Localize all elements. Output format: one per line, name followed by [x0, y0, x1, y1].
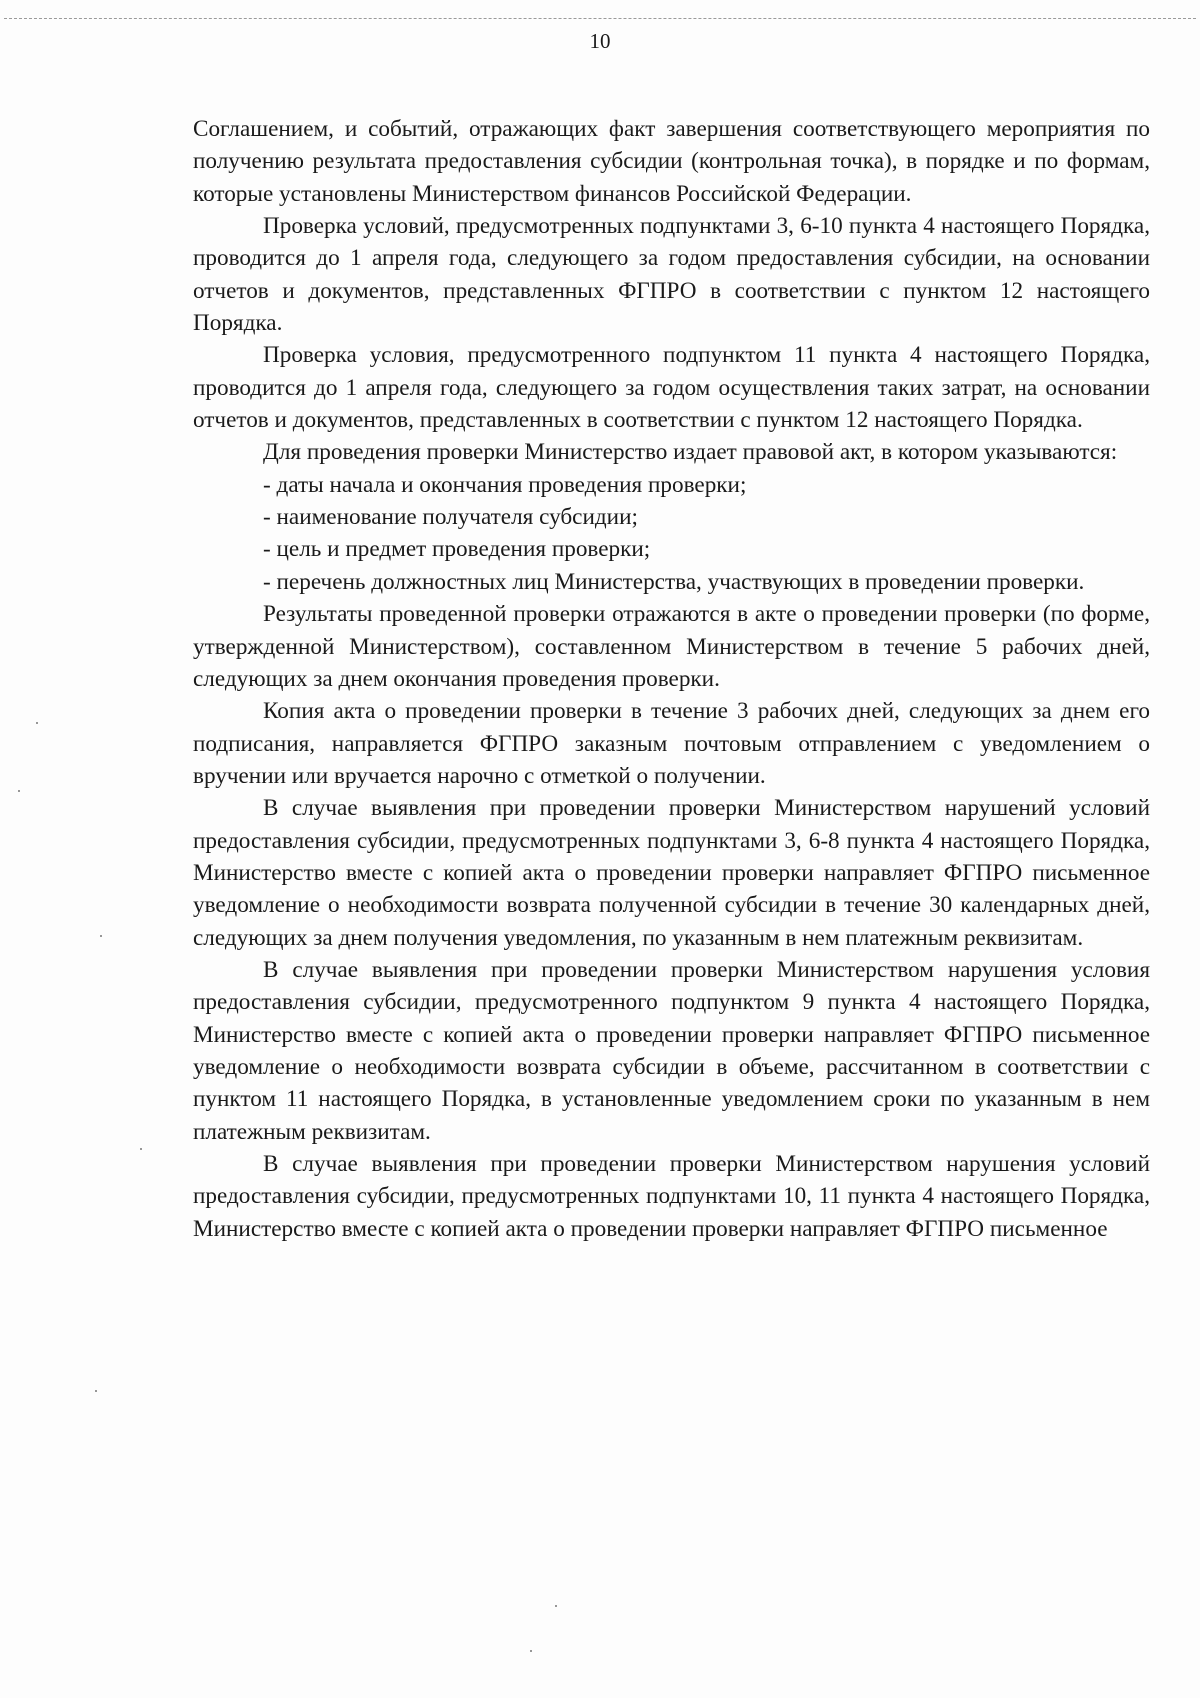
paragraph-legal-act: Для проведения проверки Министерство издает правовой акт, в котором указываются: — [263, 439, 1118, 466]
scan-speck — [95, 1390, 97, 1392]
list-item-purpose: - цель и предмет проведения проверки; — [263, 536, 651, 563]
paragraph-check-results: Результаты проведенной проверки отражаются в акте о проведении проверки (по форме, утвержденной Министерством), составленном Министерством в течение 5 рабочих дней, следующих за днем окончания проведения проверки. — [193, 601, 1150, 692]
list-item-dates: - даты начала и окончания проведения проверки; — [263, 471, 747, 498]
scan-speck — [36, 722, 38, 724]
paragraph-violation-10-11: В случае выявления при проведении проверки Министерством нарушения условий предоставления субсидии, предусмотренных подпунктами 10, 11 пункта 4 настоящего Порядка, Министерство вместе с копией акта о проведении проверки направляет ФГПРО письменное — [193, 1151, 1150, 1242]
scan-speck — [140, 1148, 142, 1150]
scan-top-border — [4, 18, 1196, 19]
scan-speck — [555, 1605, 557, 1607]
list-item-recipient: - наименование получателя субсидии; — [263, 504, 638, 531]
paragraph-act-copy: Копия акта о проведении проверки в течение 3 рабочих дней, следующих за днем его подписания, направляется ФГПРО заказным почтовым отправлением с уведомлением о вручении или вручается нарочно с отметкой о получении. — [193, 698, 1150, 789]
scan-speck — [530, 1650, 532, 1652]
scan-speck — [100, 935, 102, 937]
page-number: 10 — [589, 29, 611, 53]
document-body — [193, 113, 1150, 1245]
paragraph-check-conditions-3-6-10: Проверка условий, предусмотренных подпунктами 3, 6-10 пункта 4 настоящего Порядка, проводится до 1 апреля года, следующего за годом предоставления субсидии, на основании отчетов и документов, представленных ФГПРО в соответствии с пунктом 12 настоящего Порядка. — [193, 213, 1150, 337]
scan-speck — [18, 790, 20, 792]
paragraph-violation-3-6-8: В случае выявления при проведении проверки Министерством нарушений условий предоставления субсидии, предусмотренных подпунктами 3, 6-8 пункта 4 настоящего Порядка, Министерство вместе с копией акта о проведении проверки направляет ФГПРО письменное уведомление о необходимости возврата полученной субсидии в течение 30 календарных дней, следующих за днем получения уведомления, по указанным в нем платежным реквизитам. — [193, 795, 1150, 951]
paragraph-continuation: Соглашением, и событий, отражающих факт завершения соответствующего мероприятия по получению результата предоставления субсидии (контрольная точка), в порядке и по формам, которые установлены Министерством финансов Российской Федерации. — [193, 116, 1150, 207]
paragraph-violation-9: В случае выявления при проведении проверки Министерством нарушения условия предоставления субсидии, предусмотренного подпунктом 9 пункта 4 настоящего Порядка, Министерство вместе с копией акта о проведении проверки направляет ФГПРО письменное уведомление о необходимости возврата субсидии в объеме, рассчитанном в соответствии с пунктом 11 настоящего Порядка, в установленные уведомлением сроки по указанным в нем платежным реквизитам. — [193, 956, 1150, 1145]
list-item-officials: - перечень должностных лиц Министерства, участвующих в проведении проверки. — [263, 568, 1085, 595]
paragraph-check-condition-11: Проверка условия, предусмотренного подпунктом 11 пункта 4 настоящего Порядка, проводится до 1 апреля года, следующего за годом осуществления таких затрат, на основании отчетов и документов, представленных в соответствии с пунктом 12 настоящего Порядка. — [193, 342, 1150, 434]
